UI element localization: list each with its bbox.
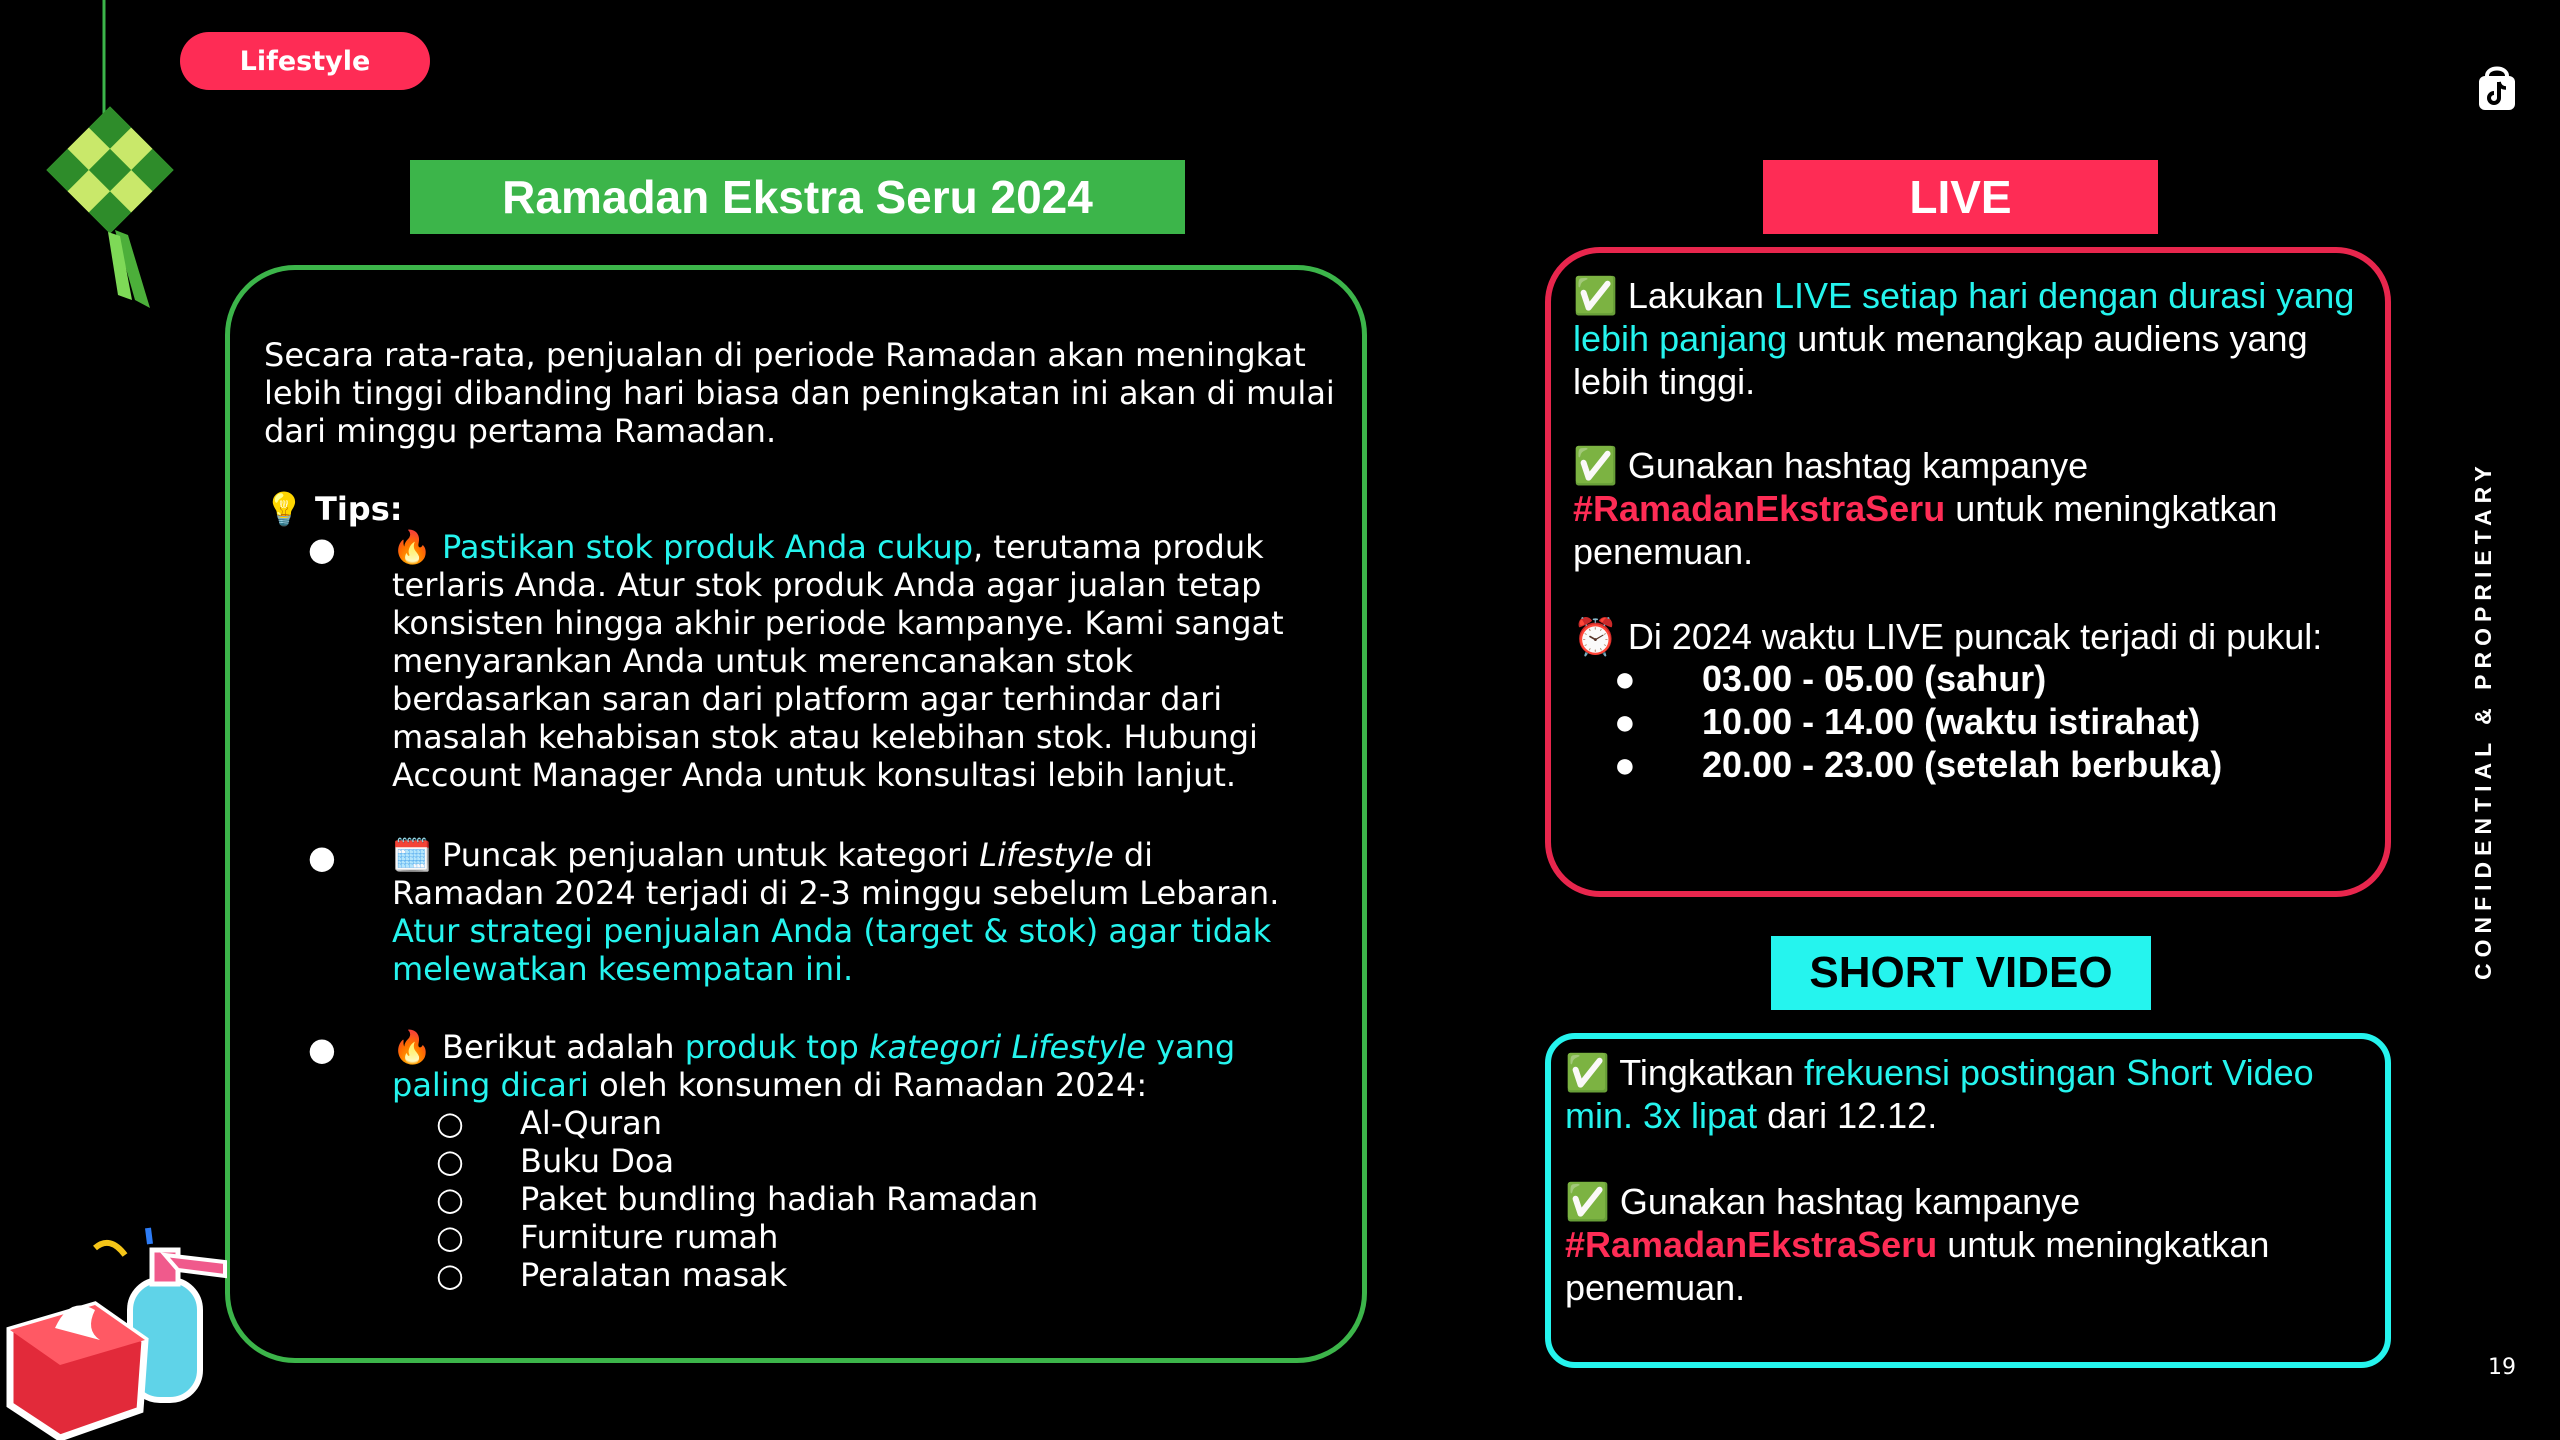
live-tip-duration: ✅ Lakukan LIVE setiap hari dengan durasi yang lebih panjang untuk menangkap audiens yang lebih tinggi.: [1573, 275, 2355, 402]
alarm-clock-icon: ⏰: [1573, 616, 1618, 657]
check-icon: ✅: [1573, 445, 1618, 486]
list-item: ○ Furniture rumah: [436, 1218, 779, 1256]
list-item: ○ Al-Quran: [436, 1104, 663, 1142]
page-number: 19: [2488, 1355, 2516, 1380]
check-icon: ✅: [1565, 1181, 1610, 1222]
category-tag: Lifestyle: [180, 32, 430, 90]
check-icon: ✅: [1573, 275, 1618, 316]
ketupat-decoration-icon: [40, 0, 180, 320]
short-video-tip-frequency: ✅ Tingkatkan frekuensi postingan Short Video min. 3x lipat dari 12.12.: [1565, 1052, 2314, 1136]
bullet-dot: ●: [308, 838, 336, 876]
confidential-label: CONFIDENTIAL & PROPRIETARY: [2470, 460, 2496, 980]
tip-top-products: 🔥 Berikut adalah produk top kategori Lifestyle yang paling dicari oleh konsumen di Ramadan 2024:: [392, 1028, 1236, 1104]
short-video-title: SHORT VIDEO: [1771, 936, 2151, 1010]
tip-peak-sales: 🗓️ Puncak penjualan untuk kategori Lifestyle di Ramadan 2024 terjadi di 2-3 minggu sebelum Lebaran. Atur strategi penjualan Anda (target & stok) agar tidak melewatkan kesempatan ini.: [392, 836, 1280, 988]
bullet-dot: ●: [308, 530, 336, 568]
live-title: LIVE: [1763, 160, 2158, 234]
list-item: ○ Paket bundling hadiah Ramadan: [436, 1180, 1039, 1218]
calendar-icon: 🗓️: [392, 836, 432, 874]
short-video-tip-hashtag: ✅ Gunakan hashtag kampanye #RamadanEkstraSeru untuk meningkatkan penemuan.: [1565, 1181, 2270, 1308]
list-item: ○ Peralatan masak: [436, 1256, 788, 1294]
tips-heading: 💡 Tips:: [264, 490, 403, 528]
list-item: ● 03.00 - 05.00 (sahur): [1614, 658, 2047, 699]
tip-stock: 🔥 Pastikan stok produk Anda cukup, terutama produk terlaris Anda. Atur stok produk Anda agar jualan tetap konsisten hingga akhir periode kampanye. Kami sangat menyarankan Anda untuk merencanakan stok berdasarkan saran dari platform agar terhindar dari masalah kehabisan stok atau kelebihan stok. Hubungi Account Manager Anda untuk konsultasi lebih lanjut.: [392, 528, 1284, 794]
list-item: ● 10.00 - 14.00 (waktu istirahat): [1614, 701, 2201, 742]
live-peak-times-list: [1614, 657, 2222, 786]
intro-text: Secara rata-rata, penjualan di periode Ramadan akan meningkat lebih tinggi dibanding hari biasa dan peningkatan ini akan di mulai dari minggu pertama Ramadan.: [264, 336, 1335, 450]
live-peak-times-heading: ⏰ Di 2024 waktu LIVE puncak terjadi di pukul:: [1573, 616, 2323, 657]
tissue-and-soap-icon: [0, 1210, 250, 1440]
bullet-dot: ●: [308, 1030, 336, 1068]
main-title: Ramadan Ekstra Seru 2024: [410, 160, 1185, 234]
top-products-list: [436, 1104, 1038, 1294]
tiktok-shop-bag-icon: [2475, 60, 2519, 112]
fire-icon: 🔥: [392, 528, 432, 566]
list-item: ● 20.00 - 23.00 (setelah berbuka): [1614, 744, 2223, 785]
live-tip-hashtag: ✅ Gunakan hashtag kampanye #RamadanEkstraSeru untuk meningkatkan penemuan.: [1573, 445, 2278, 572]
check-icon: ✅: [1565, 1052, 1610, 1093]
lightbulb-icon: 💡: [264, 490, 315, 528]
list-item: ○ Buku Doa: [436, 1142, 675, 1180]
fire-icon: 🔥: [392, 1028, 432, 1066]
